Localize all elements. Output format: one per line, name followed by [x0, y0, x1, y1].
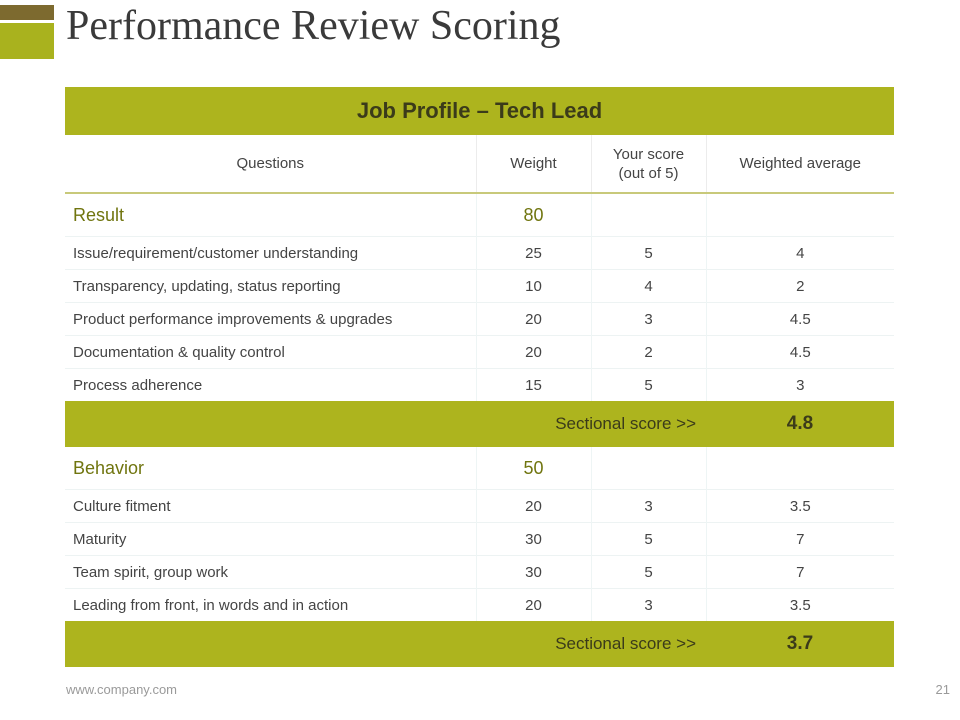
question-cell: Documentation & quality control [65, 336, 476, 369]
section-row-behavior [65, 447, 894, 490]
corner-accent-light [0, 23, 54, 59]
table-row [65, 270, 894, 303]
question-cell: Maturity [65, 523, 476, 556]
score-cell: 5 [591, 369, 706, 402]
weight-cell: 30 [476, 523, 591, 556]
score-cell: 5 [591, 237, 706, 270]
section-empty-cell [706, 447, 894, 490]
section-empty-cell [706, 193, 894, 237]
table-row [65, 237, 894, 270]
question-cell: Leading from front, in words and in action [65, 589, 476, 622]
weighted-cell: 3.5 [706, 589, 894, 622]
table-row [65, 336, 894, 369]
column-header-weighted: Weighted average [706, 135, 894, 193]
table-row [65, 556, 894, 589]
question-cell: Product performance improvements & upgrades [65, 303, 476, 336]
weight-cell: 20 [476, 490, 591, 523]
column-header-score [591, 135, 706, 193]
sectional-score-value: 4.8 [706, 401, 894, 447]
sectional-score-row-result [65, 401, 894, 447]
sectional-score-row-behavior [65, 621, 894, 667]
table-header-row [65, 87, 894, 135]
score-cell: 3 [591, 490, 706, 523]
weight-cell: 20 [476, 303, 591, 336]
score-cell: 2 [591, 336, 706, 369]
section-empty-cell [591, 447, 706, 490]
weight-cell: 10 [476, 270, 591, 303]
score-cell: 5 [591, 556, 706, 589]
job-profile-header: Job Profile – Tech Lead [65, 87, 894, 135]
table-row [65, 523, 894, 556]
weight-cell: 15 [476, 369, 591, 402]
question-cell: Process adherence [65, 369, 476, 402]
table-row [65, 369, 894, 402]
score-cell: 4 [591, 270, 706, 303]
weighted-cell: 4.5 [706, 336, 894, 369]
column-header-weight: Weight [476, 135, 591, 193]
section-empty-cell [591, 193, 706, 237]
table-row [65, 303, 894, 336]
score-cell: 3 [591, 303, 706, 336]
sectional-score-label: Sectional score >> [65, 621, 706, 667]
section-weight: 50 [476, 447, 591, 490]
section-name: Behavior [73, 457, 145, 478]
weighted-cell: 7 [706, 556, 894, 589]
score-cell: 5 [591, 523, 706, 556]
column-header-score-line1: Your score [612, 145, 685, 163]
weight-cell: 25 [476, 237, 591, 270]
score-cell: 3 [591, 589, 706, 622]
page-number: 21 [935, 682, 950, 697]
weight-cell: 30 [476, 556, 591, 589]
question-cell: Team spirit, group work [65, 556, 476, 589]
weighted-cell: 4.5 [706, 303, 894, 336]
column-header-score-line2: (out of 5) [618, 164, 679, 182]
section-row-result [65, 193, 894, 237]
weighted-cell: 3.5 [706, 490, 894, 523]
weighted-cell: 4 [706, 237, 894, 270]
scoring-table-container [65, 87, 894, 667]
table-row [65, 589, 894, 622]
weight-cell: 20 [476, 589, 591, 622]
question-cell: Culture fitment [65, 490, 476, 523]
footer-url[interactable]: www.company.com [66, 682, 178, 697]
section-weight: 80 [476, 193, 591, 237]
question-cell: Issue/requirement/customer understanding [65, 237, 476, 270]
weighted-cell: 7 [706, 523, 894, 556]
column-header-row [65, 135, 894, 193]
column-header-questions: Questions [65, 135, 476, 193]
weighted-cell: 3 [706, 369, 894, 402]
sectional-score-label: Sectional score >> [65, 401, 706, 447]
corner-accent-dark [0, 5, 54, 20]
weighted-cell: 2 [706, 270, 894, 303]
weight-cell: 20 [476, 336, 591, 369]
sectional-score-value: 3.7 [706, 621, 894, 667]
section-name: Result [73, 204, 125, 225]
page-title: Performance Review Scoring [66, 3, 561, 49]
table-row [65, 490, 894, 523]
scoring-table [65, 87, 894, 667]
question-cell: Transparency, updating, status reporting [65, 270, 476, 303]
